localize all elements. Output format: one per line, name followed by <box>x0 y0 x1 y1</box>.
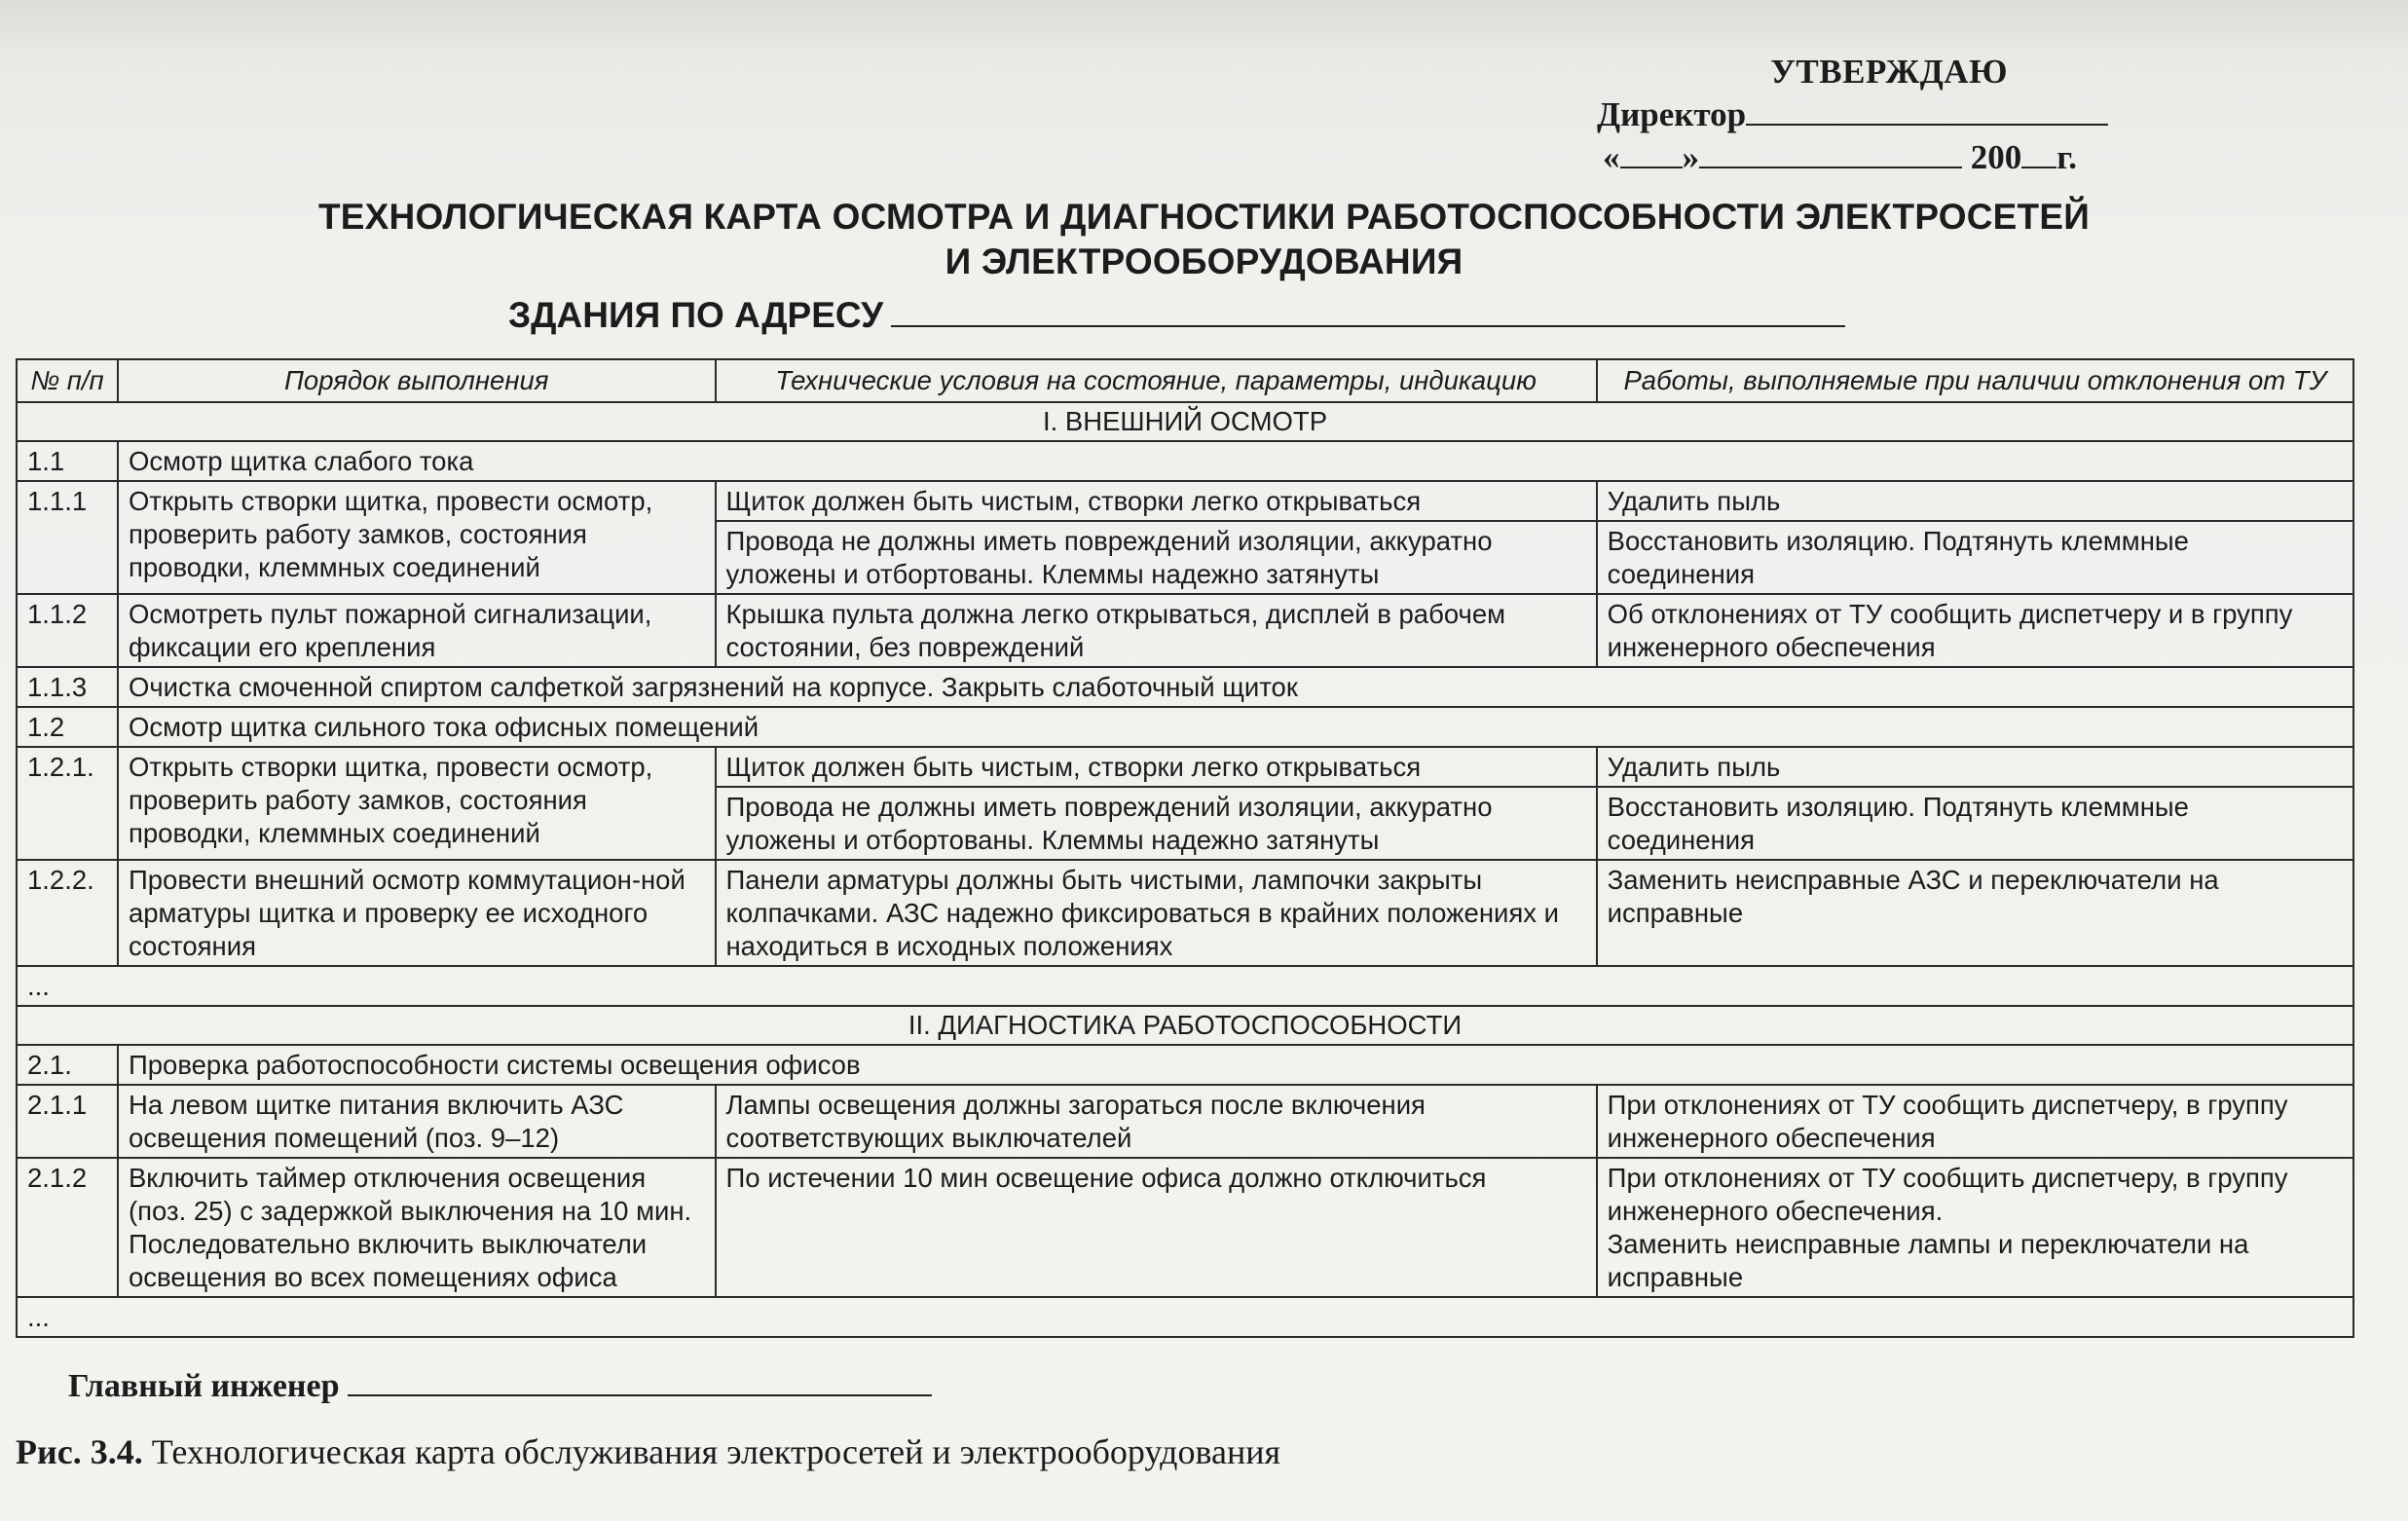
tech-card-table <box>16 358 2354 1338</box>
approval-block <box>1597 51 2123 179</box>
row-num: 2.1. <box>17 1045 118 1085</box>
table-row <box>17 707 2353 747</box>
table-row <box>17 1045 2353 1085</box>
row-work <box>1597 1158 2353 1297</box>
row-work: При отклонениях от ТУ сообщить диспетчеру, в группу инженерного обеспечения <box>1597 1085 2353 1158</box>
signature-blank <box>348 1365 932 1396</box>
row-condition: Щиток должен быть чистым, створки легко открываться <box>716 747 1597 787</box>
row-num: 2.1.2 <box>17 1158 118 1297</box>
row-order: Провести внешний осмотр коммутацион-ной арматуры щитка и проверку ее исходного состояния <box>118 860 716 966</box>
document-title <box>0 195 2408 284</box>
month-blank <box>1699 137 1962 168</box>
section-row <box>17 402 2353 441</box>
title-line-1: ТЕХНОЛОГИЧЕСКАЯ КАРТА ОСМОТРА И ДИАГНОСТИКИ РАБОТОСПОСОБНОСТИ ЭЛЕКТРОСЕТЕЙ <box>317 197 2091 237</box>
row-num: 2.1.1 <box>17 1085 118 1158</box>
row-text: Осмотр щитка сильного тока офисных помещений <box>118 707 2353 747</box>
row-order: На левом щитке питания включить АЗС освещения помещений (поз. 9–12) <box>118 1085 716 1158</box>
row-condition: Провода не должны иметь повреждений изоляции, аккуратно уложены и отбортованы. Клеммы надежно затянуты <box>716 787 1597 860</box>
year-blank <box>2021 137 2056 168</box>
row-work: Удалить пыль <box>1597 481 2353 521</box>
table-row <box>17 1085 2353 1158</box>
row-condition: По истечении 10 мин освещение офиса должно отключиться <box>716 1158 1597 1297</box>
quote-open: « <box>1603 138 1620 176</box>
row-condition: Щиток должен быть чистым, створки легко открываться <box>716 481 1597 521</box>
title-line-2: И ЭЛЕКТРООБОРУДОВАНИЯ <box>945 241 1463 281</box>
row-text: Проверка работоспособности системы освещения офисов <box>118 1045 2353 1085</box>
row-order: Включить таймер отключения освещения (поз. 25) с задержкой выключения на 10 мин. Последовательно включить выключатели освещения во всех помещениях офиса <box>118 1158 716 1297</box>
ellipsis: ... <box>17 966 2353 1006</box>
ellipsis-row <box>17 1297 2353 1337</box>
caption-text: Технологическая карта обслуживания электросетей и электрооборудования <box>151 1432 1281 1471</box>
table-row <box>17 1158 2353 1297</box>
approval-title: УТВЕРЖДАЮ <box>1770 53 2008 91</box>
year-prefix: 200 <box>1970 138 2022 176</box>
header-works: Работы, выполняемые при наличии отклонения от ТУ <box>1597 359 2353 402</box>
header-order: Порядок выполнения <box>118 359 716 402</box>
day-blank <box>1620 137 1683 168</box>
quote-close: » <box>1682 138 1699 176</box>
director-signature-line <box>1746 94 2108 126</box>
address-blank <box>891 292 1845 327</box>
row-num: 1.1.2 <box>17 594 118 667</box>
table-row <box>17 594 2353 667</box>
row-work: Удалить пыль <box>1597 747 2353 787</box>
header-num: № п/п <box>17 359 118 402</box>
table-row <box>17 481 2353 521</box>
ellipsis-row <box>17 966 2353 1006</box>
row-condition: Лампы освещения должны загораться после включения соответствующих выключателей <box>716 1085 1597 1158</box>
row-condition: Провода не должны иметь повреждений изоляции, аккуратно уложены и отбортованы. Клеммы надежно затянуты <box>716 521 1597 594</box>
row-order: Осмотреть пульт пожарной сигнализации, фиксации его крепления <box>118 594 716 667</box>
year-suffix: г. <box>2056 138 2077 176</box>
row-work: Об отклонениях от ТУ сообщить диспетчеру и в группу инженерного обеспечения <box>1597 594 2353 667</box>
row-condition: Крышка пульта должна легко открываться, дисплей в рабочем состоянии, без повреждений <box>716 594 1597 667</box>
address-line <box>508 292 1845 336</box>
row-num: 1.1 <box>17 441 118 481</box>
row-num: 1.2.1. <box>17 747 118 860</box>
section-row <box>17 1006 2353 1045</box>
table-row <box>17 441 2353 481</box>
figure-caption <box>16 1431 1280 1472</box>
row-num: 1.2.2. <box>17 860 118 966</box>
row-work-line-2: Заменить неисправные лампы и переключатели на исправные <box>1607 1229 2249 1292</box>
table-row <box>17 747 2353 787</box>
header-conditions: Технические условия на состояние, параметры, индикацию <box>716 359 1597 402</box>
table-row <box>17 667 2353 707</box>
row-text: Осмотр щитка слабого тока <box>118 441 2353 481</box>
row-work-line-1: При отклонениях от ТУ сообщить диспетчеру, в группу инженерного обеспечения. <box>1607 1163 2288 1226</box>
row-num: 1.2 <box>17 707 118 747</box>
row-order: Открыть створки щитка, провести осмотр, проверить работу замков, состояния проводки, клеммных соединений <box>118 747 716 860</box>
date-line <box>1597 136 2123 179</box>
row-num: 1.1.3 <box>17 667 118 707</box>
row-work: Восстановить изоляцию. Подтянуть клеммные соединения <box>1597 787 2353 860</box>
ellipsis: ... <box>17 1297 2353 1337</box>
director-label: Директор <box>1597 95 1747 133</box>
row-text: Очистка смоченной спиртом салфеткой загрязнений на корпусе. Закрыть слаботочный щиток <box>118 667 2353 707</box>
table-row <box>17 860 2353 966</box>
address-label: ЗДАНИЯ ПО АДРЕСУ <box>508 295 884 335</box>
director-line <box>1597 93 2123 136</box>
caption-label: Рис. 3.4. <box>16 1432 143 1471</box>
row-work: Заменить неисправные АЗС и переключатели на исправные <box>1597 860 2353 966</box>
table-header-row <box>17 359 2353 402</box>
row-num: 1.1.1 <box>17 481 118 594</box>
signature-line <box>68 1365 932 1405</box>
section-1-title: I. ВНЕШНИЙ ОСМОТР <box>17 402 2353 441</box>
row-order: Открыть створки щитка, провести осмотр, проверить работу замков, состояния проводки, клеммных соединений <box>118 481 716 594</box>
signature-label: Главный инженер <box>68 1368 340 1404</box>
section-2-title: II. ДИАГНОСТИКА РАБОТОСПОСОБНОСТИ <box>17 1006 2353 1045</box>
row-condition: Панели арматуры должны быть чистыми, лампочки закрыты колпачками. АЗС надежно фиксироваться в крайних положениях и находиться в исходных положениях <box>716 860 1597 966</box>
row-work: Восстановить изоляцию. Подтянуть клеммные соединения <box>1597 521 2353 594</box>
